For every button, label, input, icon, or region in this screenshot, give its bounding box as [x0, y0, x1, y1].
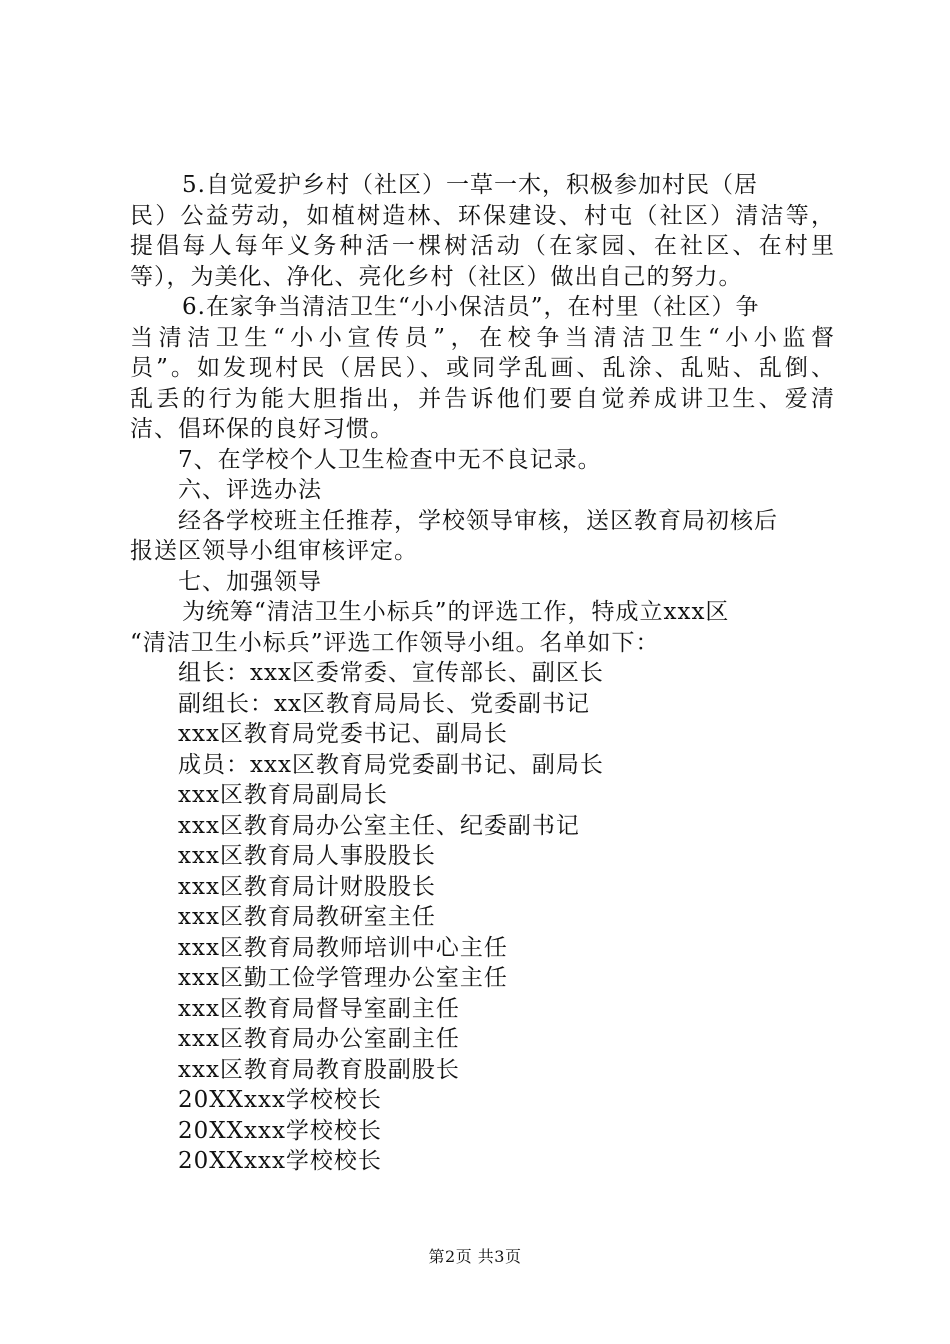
- document-body: [130, 170, 835, 1177]
- section-heading: 七、加强领导: [178, 568, 322, 595]
- member-line: xxx区教育局教研室主任: [178, 904, 436, 930]
- page-number-footer: 第2页 共3页: [428, 1247, 522, 1266]
- member-line: xxx区教育局办公室主任、纪委副书记: [178, 812, 580, 839]
- paragraph-line: 洁、倡环保的良好习惯。: [130, 416, 394, 442]
- member-line: 20XXxxx学校校长: [178, 1148, 382, 1174]
- paragraph-line: 民）公益劳动，如植树造林、环保建设、村屯（社区）清洁等，: [130, 202, 835, 229]
- paragraph-line: 经各学校班主任推荐，学校领导审核，送区教育局初核后: [178, 507, 778, 534]
- member-line: 20XXxxx学校校长: [178, 1087, 382, 1113]
- paragraph-line: 报送区领导小组审核评定。: [130, 538, 418, 564]
- member-line: 成员：xxx区教育局党委副书记、副局长: [178, 751, 604, 778]
- member-line: xxx区教育局教师培训中心主任: [178, 934, 508, 961]
- member-line: xxx区教育局计财股股长: [178, 873, 436, 900]
- paragraph-line: 提倡每人每年义务种活一棵树活动（在家园、在社区、在村里: [130, 233, 835, 259]
- member-line: 副组长：xx区教育局局长、党委副书记: [178, 690, 590, 717]
- paragraph-line: 当清洁卫生“小小宣传员”，在校争当清洁卫生“小小监督: [130, 324, 835, 351]
- member-line: xxx区勤工俭学管理办公室主任: [178, 965, 508, 991]
- paragraph-line: 6.在家争当清洁卫生“小小保洁员”，在村里（社区）争: [182, 294, 760, 320]
- paragraph-line: “清洁卫生小标兵”评选工作领导小组。名单如下：: [130, 629, 660, 656]
- member-line: xxx区教育局人事股股长: [178, 843, 436, 869]
- member-line: 组长：xxx区委常委、宣传部长、副区长: [178, 660, 604, 686]
- section-heading: 六、评选办法: [178, 477, 322, 503]
- paragraph-line: 为统筹“清洁卫生小标兵”的评选工作，特成立xxx区: [182, 599, 730, 625]
- paragraph-line: 等），为美化、净化、亮化乡村（社区）做出自己的努力。: [130, 263, 743, 290]
- member-line: xxx区教育局副局长: [178, 782, 388, 808]
- paragraph-line: 乱丢的行为能大胆指出，并告诉他们要自觉养成讲卫生、爱清: [130, 385, 835, 412]
- member-line: 20XXxxx学校校长: [178, 1117, 382, 1144]
- paragraph-line: 7、在学校个人卫生检查中无不良记录。: [178, 446, 602, 473]
- paragraph-line: 5.自觉爱护乡村（社区）一草一木，积极参加村民（居: [182, 172, 758, 198]
- paragraph-line: 员”。如发现村民（居民）、或同学乱画、乱涂、乱贴、乱倒、: [130, 355, 835, 381]
- member-line: xxx区教育局督导室副主任: [178, 995, 460, 1022]
- member-line: xxx区教育局办公室副主任: [178, 1026, 460, 1052]
- member-line: xxx区教育局党委书记、副局长: [178, 721, 508, 747]
- member-line: xxx区教育局教育股副股长: [178, 1056, 460, 1083]
